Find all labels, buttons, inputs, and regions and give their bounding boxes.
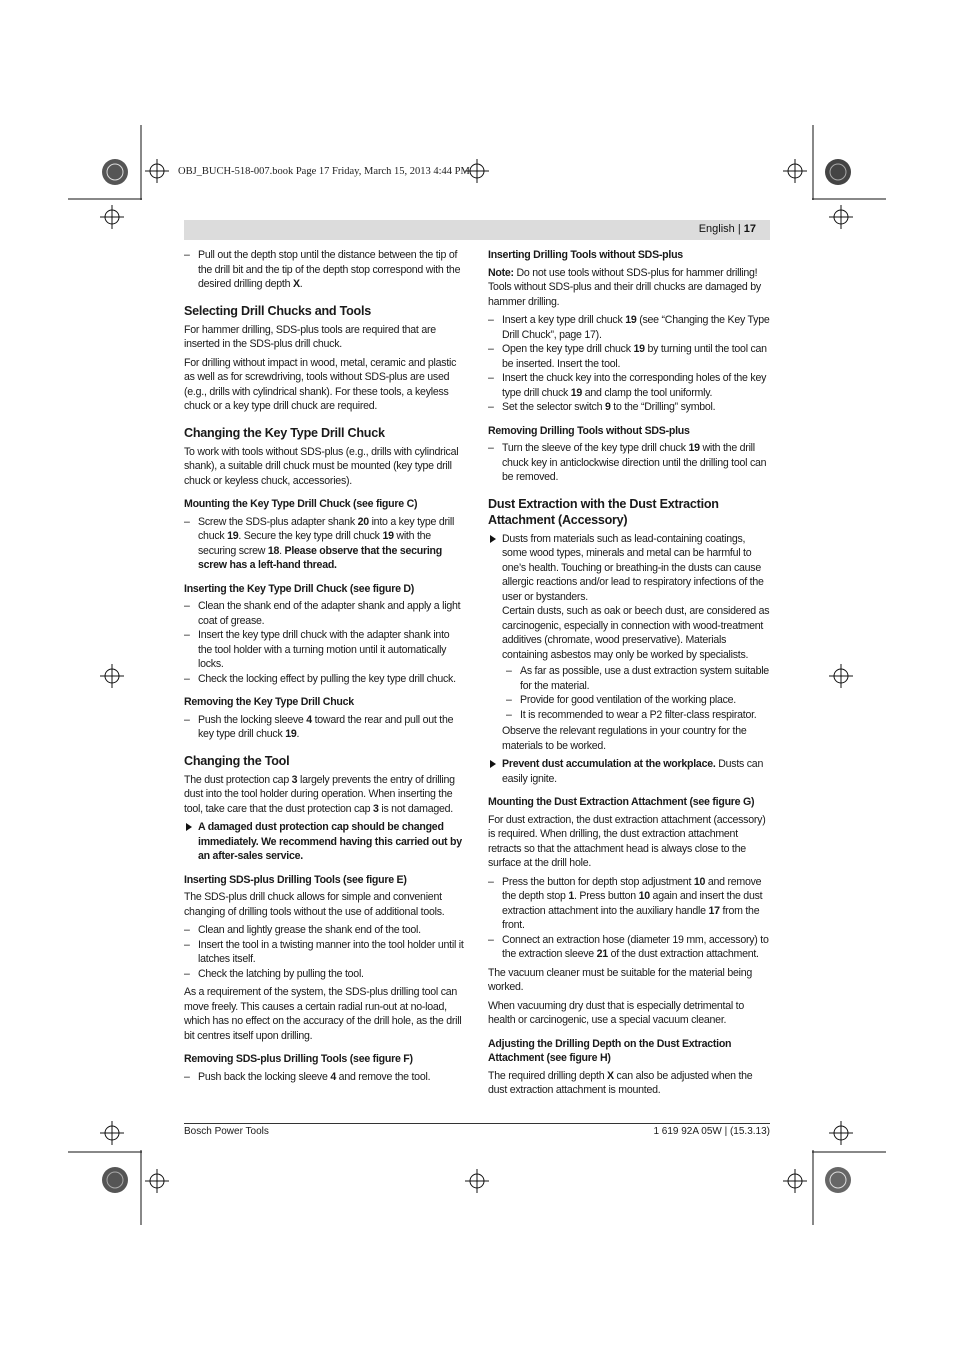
list-item: – Insert the chuck key into the corresponding holes of the key type drill chuck 19 and clamp the tool uniformly. — [488, 371, 770, 400]
warning-item: Prevent dust accumulation at the workplace. Dusts can easily ignite. — [488, 757, 770, 786]
subsection-title-removing-without: Removing Drilling Tools without SDS-plus — [488, 424, 690, 437]
list-item: – It is recommended to wear a P2 filter-class respirator. — [506, 708, 770, 723]
intro-list — [184, 248, 466, 292]
warning-triangle-icon — [490, 760, 496, 768]
list-item: – Clean the shank end of the adapter shank and apply a light coat of grease. — [184, 599, 466, 628]
removing-sds-list — [184, 1070, 466, 1085]
list-item: – Pull out the depth stop until the distance between the tip of the drill bit and the tip of the depth stop correspond with the desired drilling depth X. — [184, 248, 466, 292]
paragraph: The SDS-plus drill chuck allows for simple and convenient changing of drilling tools without the use of additional tools. — [184, 891, 445, 918]
subsection-title-inserting-chuck: Inserting the Key Type Drill Chuck (see figure D) — [184, 582, 415, 595]
section-title-changing-tool: Changing the Tool — [184, 753, 290, 768]
header-language: English | — [698, 223, 744, 235]
list-item: – Clean and lightly grease the shank end of the tool. — [184, 923, 466, 938]
dust-sub-list — [506, 664, 770, 722]
list-item: – Press the button for depth stop adjustment 10 and remove the depth stop 1. Press button 10 again and insert the dust extraction attachment into the auxiliary handle 17 from the front. — [488, 875, 770, 933]
paragraph: As a requirement of the system, the SDS-plus drilling tool can move freely. This causes a certain radial run-out at no-load, which has no effect on the accuracy of the drill hole, as the drill bit centres itself upon drilling. — [184, 986, 462, 1042]
subsection-title-inserting-sds: Inserting SDS-plus Drilling Tools (see figure E) — [184, 873, 407, 886]
subsection-title-removing-sds: Removing SDS-plus Drilling Tools (see figure F) — [184, 1053, 413, 1065]
footer-doc-number: 1 619 92A 05W | (15.3.13) — [653, 1126, 770, 1137]
list-item: – As far as possible, use a dust extraction system suitable for the material. — [506, 664, 770, 693]
list-item: – Open the key type drill chuck 19 by turning until the tool can be inserted. Insert the tool. — [488, 342, 770, 371]
paragraph: When vacuuming dry dust that is especially detrimental to health or carcinogenic, use a special vacuum cleaner. — [488, 999, 745, 1026]
list-item: – Push back the locking sleeve 4 and remove the tool. — [184, 1070, 466, 1085]
removing-without-list — [488, 441, 770, 485]
paragraph: The required drilling depth X can also be adjusted when the dust extraction attachment is mounted. — [488, 1069, 753, 1096]
list-item: – Insert a key type drill chuck 19 (see “Changing the Key Type Drill Chuck”, page 17). — [488, 313, 770, 342]
mounting-list — [184, 515, 466, 573]
subsection-title-removing-chuck: Removing the Key Type Drill Chuck — [184, 696, 354, 708]
page-header — [184, 220, 770, 240]
list-item: – Insert the key type drill chuck with the adapter shank into the tool holder with a turning motion until it automatically locks. — [184, 628, 466, 672]
paragraph: The dust protection cap 3 largely prevents the entry of drilling dust into the tool holder during operation. When inserting the tool, take care that the dust protection cap 3 is not damaged. — [184, 773, 455, 815]
list-item: – Insert the tool in a twisting manner into the tool holder until it latches itself. — [184, 938, 466, 967]
inserting-sds-list — [184, 923, 466, 981]
section-title-selecting: Selecting Drill Chucks and Tools — [184, 303, 372, 318]
warning-item: A damaged dust protection cap should be changed immediately. We recommend having this carried out by an after-sales service. — [184, 820, 466, 864]
footer-rule — [184, 1123, 770, 1124]
paragraph: For hammer drilling, SDS-plus tools are required that are inserted in the SDS-plus drill chuck. — [184, 323, 436, 350]
warning-triangle-icon — [490, 535, 496, 543]
paragraph: The vacuum cleaner must be suitable for the material being worked. — [488, 966, 753, 993]
subsection-title-mounting: Mounting the Key Type Drill Chuck (see figure C) — [184, 498, 418, 510]
subsection-title-mounting-dust: Mounting the Dust Extraction Attachment (see figure G) — [488, 796, 755, 808]
footer-brand: Bosch Power Tools — [184, 1126, 269, 1137]
inserting-without-list — [488, 313, 770, 415]
mounting-dust-list — [488, 875, 770, 962]
section-title-changing-chuck: Changing the Key Type Drill Chuck — [184, 425, 385, 440]
right-column — [488, 248, 770, 1102]
subsection-title-adjusting: Adjusting the Drilling Depth on the Dust Extraction Attachment (see figure H) — [488, 1037, 732, 1064]
list-item: – Check the locking effect by pulling the key type drill chuck. — [184, 672, 466, 687]
left-column — [184, 248, 466, 1088]
subsection-title-inserting-without: Inserting Drilling Tools without SDS-plus — [488, 249, 683, 261]
list-item: – Set the selector switch 9 to the “Drilling” symbol. — [488, 400, 770, 415]
inserting-chuck-list — [184, 599, 466, 686]
list-item: – Push the locking sleeve 4 toward the rear and pull out the key type drill chuck 19. — [184, 713, 466, 742]
list-item: – Check the latching by pulling the tool. — [184, 967, 466, 982]
list-item: – Turn the sleeve of the key type drill chuck 19 with the drill chuck key in anticlockwise direction until the drilling tool can be removed. — [488, 441, 770, 485]
warning-triangle-icon — [186, 823, 192, 831]
paragraph: For drilling without impact in wood, metal, ceramic and plastic as well as for screwdriving, tools without SDS-plus are used (e.g., drills with cylindrical shank). For these tools, a keyless chuck or a key type drill chuck are required. — [184, 356, 457, 412]
removing-chuck-list — [184, 713, 466, 742]
warning-item: Dusts from materials such as lead-containing coatings, some wood types, minerals and metal can be harmful to one’s health. Touching or breathing-in the dusts can cause allergic reactions and/or lead to respiratory infections of the user or bystanders. Certain dusts, such as oak or beech dust, are considered as carcinogenic, especially in connection with wood-treatment additives (chromate, wood preservative). Materials containing asbestos may only be worked by specialists. – As far as possible, use a dust extraction system suitable for the material. – Provide for good ventilation of the working place. – It is recommended to wear a P2 filter-class respirator. Observe the relevant regulations in your country for the materials to be worked. — [488, 532, 770, 754]
page-number: 17 — [743, 223, 756, 235]
note-paragraph: Note: Do not use tools without SDS-plus for hammer drilling! Tools without SDS-plus and their drill chucks are damaged by hammer drilling. — [488, 266, 761, 308]
header-text — [699, 223, 756, 235]
paragraph: To work with tools without SDS-plus (e.g., drills with cylindrical shank), a suitable drill chuck must be mounted (key type drill chuck or keyless chuck, accessories). — [184, 445, 459, 487]
list-item: – Connect an extraction hose (diameter 19 mm, accessory) to the extraction sleeve 21 of the dust extraction attachment. — [488, 933, 770, 962]
list-item: – Provide for good ventilation of the working place. — [506, 693, 770, 708]
print-info: OBJ_BUCH-518-007.book Page 17 Friday, March 15, 2013 4:44 PM — [178, 166, 470, 177]
list-item: – Screw the SDS-plus adapter shank 20 into a key type drill chuck 19. Secure the key type drill chuck 19 with the securing screw 18. Please observe that the securing screw has a left-hand thread. — [184, 515, 466, 573]
paragraph: For dust extraction, the dust extraction attachment (accessory) is required. When drilling, the dust extraction attachment retracts so that the attachment head is always close to the surface at the drill hole. — [488, 813, 766, 869]
section-title-dust-extraction: Dust Extraction with the Dust Extraction Attachment (Accessory) — [488, 496, 719, 527]
